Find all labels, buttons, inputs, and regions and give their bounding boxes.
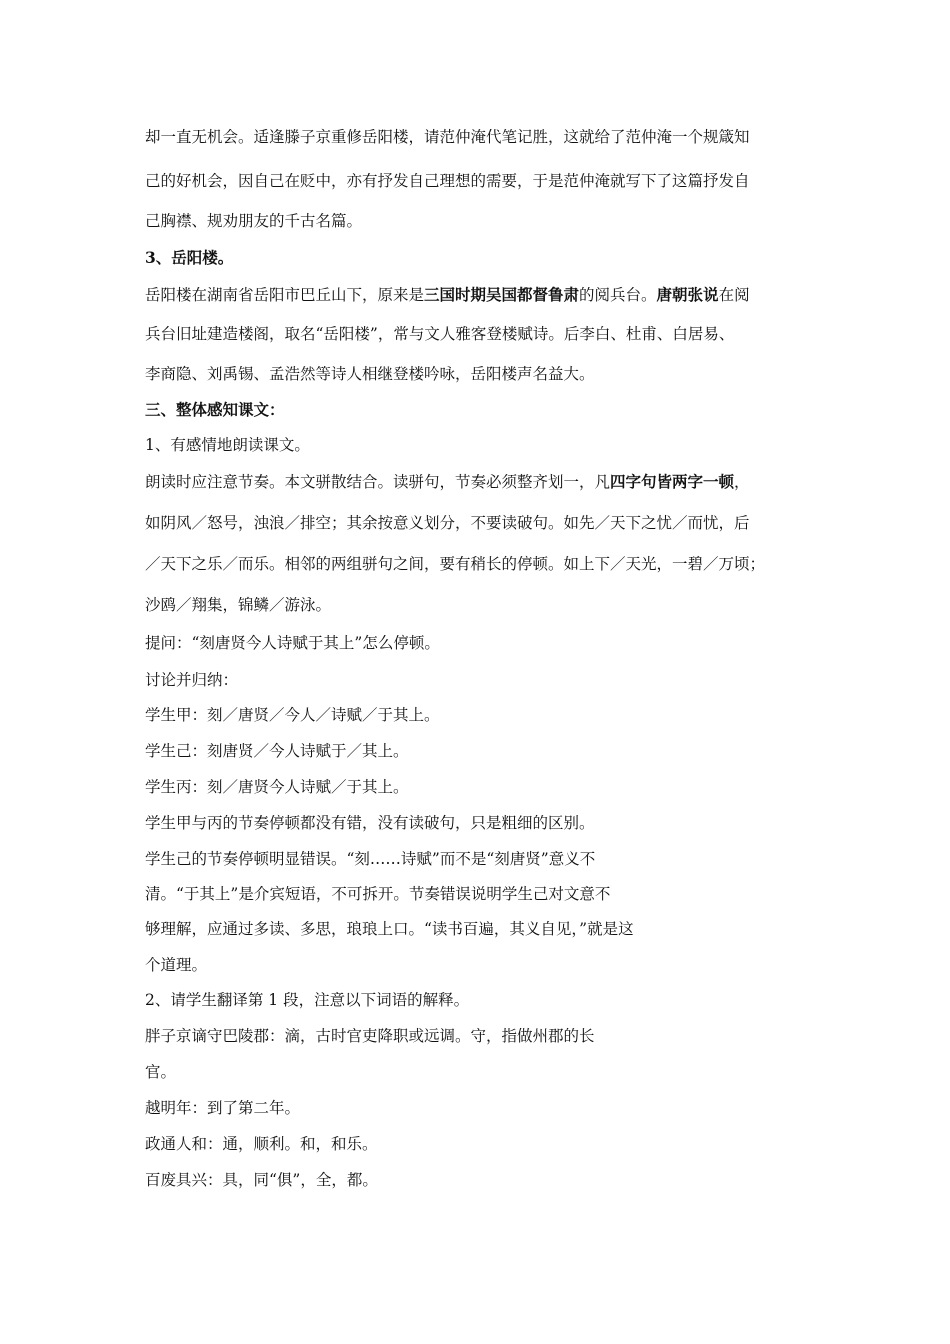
paragraph-line: 清。“于其上”是介宾短语，不可拆开。节奏错误说明学生己对文意不 [145, 885, 611, 903]
paragraph-line: 学生甲与丙的节奏停顿都没有错，没有读破句，只是粗细的区别。 [145, 814, 595, 832]
paragraph-line: 如阴风／怒号，浊浪／排空；其余按意义划分，不要读破句。如先／天下之忧／而忧，后 [145, 514, 750, 532]
paragraph-line: 学生己：刻唐贤／今人诗赋于／其上。 [145, 742, 409, 760]
paragraph-line: 却一直无机会。适逢滕子京重修岳阳楼，请范仲淹代笔记胜，这就给了范仲淹一个规箴知 [145, 128, 750, 146]
paragraph-line: 政通人和：通，顺利。和，和乐。 [145, 1135, 378, 1153]
subheading: 2、请学生翻译第 1 段，注意以下词语的解释。 [145, 991, 470, 1009]
paragraph-line: 沙鸥／翔集，锦鳞／游泳。 [145, 596, 332, 614]
paragraph-line: 够理解，应通过多读、多思，琅琅上口。“读书百遍，其义自见，”就是这 [145, 920, 634, 938]
paragraph-line: 个道理。 [145, 956, 208, 974]
paragraph-line: 己胸襟、规劝朋友的千古名篇。 [145, 212, 363, 230]
bold-text: 四字句皆两字一顿 [610, 472, 735, 491]
paragraph-line: 越明年：到了第二年。 [145, 1099, 301, 1117]
paragraph-line: 兵台旧址建造楼阁，取名“岳阳楼”，常与文人雅客登楼赋诗。后李白、杜甫、白居易、 [145, 325, 735, 343]
bold-text: 三国时期吴国都督鲁肃 [424, 285, 580, 304]
paragraph-line: 胖子京谪守巴陵郡：滴，古时官吏降职或远调。守，指做州郡的长 [145, 1027, 595, 1045]
paragraph-line: 学生甲：刻／唐贤／今人／诗赋／于其上。 [145, 706, 440, 724]
paragraph-line: 百废具兴：具，同“俱”，全，都。 [145, 1171, 378, 1189]
paragraph-line: 官。 [145, 1063, 177, 1081]
subheading: 1、有感情地朗读课文。 [145, 436, 310, 454]
paragraph-line: 讨论并归纳： [145, 671, 239, 689]
paragraph-line: ／天下之乐／而乐。相邻的两组骈句之间，要有稍长的停顿。如上下／天光，一碧／万顷； [145, 555, 766, 573]
paragraph-line: 提问：“刻唐贤今人诗赋于其上”怎么停顿。 [145, 634, 440, 652]
section-heading: 3、岳阳楼。 [145, 248, 234, 267]
paragraph-line: 岳阳楼在湖南省岳阳市巴丘山下，原来是三国时期吴国都督鲁肃的阅兵台。唐朝张说在阅 [145, 285, 750, 304]
paragraph-line: 学生己的节奏停顿明显错误。“刻……诗赋”而不是“刻唐贤”意义不 [145, 850, 596, 868]
paragraph-line: 李商隐、刘禹锡、孟浩然等诗人相继登楼吟咏，岳阳楼声名益大。 [145, 365, 595, 383]
paragraph-line: 己的好机会，因自己在贬中，亦有抒发自己理想的需要，于是范仲淹就写下了这篇抒发自 [145, 172, 750, 190]
bold-text: 唐朝张说 [656, 285, 719, 304]
section-heading: 三、整体感知课文： [145, 400, 285, 419]
paragraph-line: 学生丙：刻／唐贤今人诗赋／于其上。 [145, 778, 409, 796]
paragraph-line: 朗读时应注意节奏。本文骈散结合。读骈句，节奏必须整齐划一，凡四字句皆两字一顿， [145, 472, 750, 491]
